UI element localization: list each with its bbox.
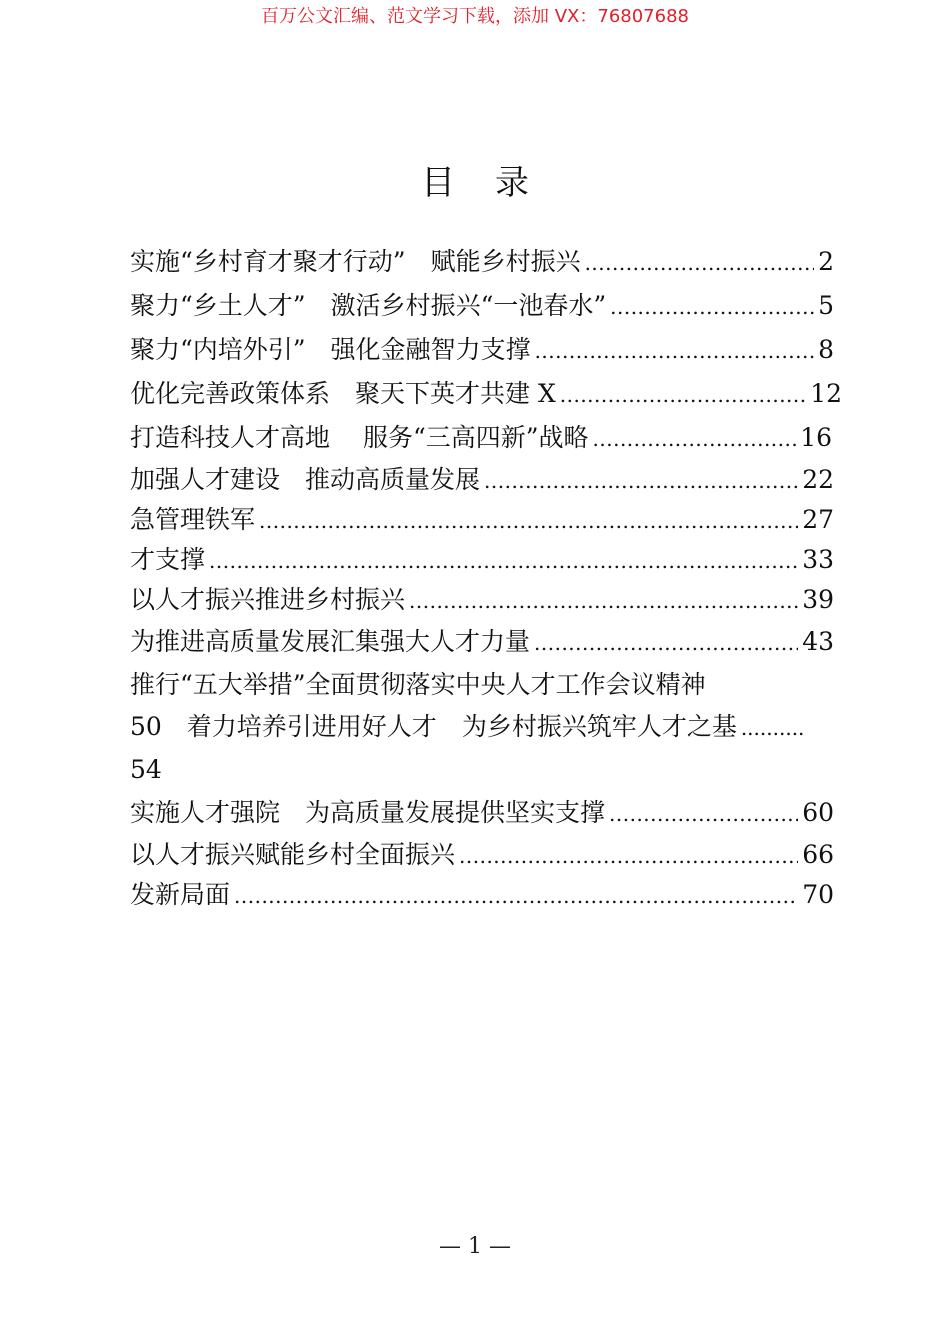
- leader-dots: [234, 876, 798, 916]
- leader-dots: [409, 581, 798, 621]
- table-of-contents: [130, 240, 850, 915]
- toc-entry-page: 33: [802, 545, 834, 574]
- toc-entry-page: 8: [818, 335, 834, 364]
- toc-entry-title: 聚力“内培外引” 强化金融智力支撑: [130, 335, 531, 364]
- toc-entry-page: 70: [802, 880, 834, 909]
- toc-entry-line-2: [130, 706, 850, 749]
- leader-dots: [535, 329, 815, 373]
- toc-entry-title: 实施“乡村育才聚才行动” 赋能乡村振兴: [130, 247, 581, 276]
- toc-entry-title: 打造科技人才高地 服务“三高四新”战略: [130, 423, 589, 452]
- toc-entry[interactable]: [130, 875, 834, 915]
- toc-entry-page: 43: [802, 627, 834, 656]
- toc-entry-title: 才支撑: [130, 545, 206, 574]
- toc-entry-title: 以人才振兴推进乡村振兴: [130, 585, 406, 614]
- toc-entry-title: 聚力“乡土人才” 激活乡村振兴“一池春水”: [130, 291, 607, 320]
- page-title: [0, 155, 950, 204]
- toc-entry[interactable]: [130, 460, 834, 500]
- toc-entry-page: 16: [800, 423, 832, 452]
- toc-entry[interactable]: [130, 835, 834, 875]
- leader-dots: [560, 373, 806, 417]
- toc-entry[interactable]: [130, 580, 834, 620]
- toc-entry-title: 优化完善政策体系 聚天下英才共建 X: [130, 379, 556, 408]
- toc-entry-title: 发新局面: [130, 880, 231, 909]
- toc-entry-page: 12: [810, 379, 842, 408]
- toc-entry-line-1: [130, 664, 850, 706]
- toc-entry[interactable]: [130, 284, 834, 328]
- page-number: — 1 —: [439, 1234, 511, 1259]
- title-char-2: 录: [495, 163, 529, 203]
- toc-entry-title: 急管理铁军: [130, 505, 256, 534]
- toc-entry-title-line-1: 推行“五大举措”全面贯彻落实中央人才工作会议精神: [130, 670, 706, 699]
- title-char-1: 目: [421, 163, 455, 203]
- leader-dots: [585, 241, 815, 285]
- toc-entry[interactable]: [130, 620, 834, 664]
- toc-entry-title: 加强人才建设 推动高质量发展: [130, 465, 481, 494]
- toc-entry-page: 27: [802, 505, 834, 534]
- toc-entry-page: 66: [802, 840, 834, 869]
- toc-entry-line-3: [130, 749, 850, 791]
- toc-entry[interactable]: [130, 372, 842, 416]
- toc-entry-page: 60: [802, 798, 834, 827]
- toc-entry-title: 实施人才强院 为高质量发展提供坚实支撑: [130, 798, 606, 827]
- toc-entry-page: 5: [818, 291, 834, 320]
- leader-dots: [259, 501, 798, 541]
- leader-dots: [741, 707, 850, 749]
- toc-entry-page: 22: [802, 465, 834, 494]
- toc-entry[interactable]: [130, 500, 834, 540]
- toc-entry-page: 54: [130, 755, 162, 784]
- toc-entry-page: 2: [818, 247, 834, 276]
- toc-entry-title: 以人才振兴赋能乡村全面振兴: [130, 840, 456, 869]
- leader-dots: [609, 792, 798, 836]
- toc-entry[interactable]: [130, 791, 834, 835]
- toc-entry[interactable]: [130, 328, 834, 372]
- watermark-banner: 百万公文汇编、范文学习下载，添加 VX：76807688: [261, 6, 689, 27]
- leader-dots: [484, 461, 798, 501]
- toc-entry-title-line-2: 50 着力培养引进用好人才 为乡村振兴筑牢人才之基: [130, 712, 737, 741]
- leader-dots: [209, 541, 798, 581]
- leader-dots: [534, 621, 798, 665]
- toc-entry-page: 39: [802, 585, 834, 614]
- toc-entry-wrapped[interactable]: [130, 664, 850, 791]
- leader-dots: [459, 836, 798, 876]
- toc-entry[interactable]: [130, 416, 832, 460]
- leader-dots: [610, 285, 814, 329]
- toc-entry[interactable]: [130, 240, 834, 284]
- leader-dots: [593, 417, 797, 461]
- toc-entry[interactable]: [130, 540, 834, 580]
- toc-entry-title: 为推进高质量发展汇集强大人才力量: [130, 627, 531, 656]
